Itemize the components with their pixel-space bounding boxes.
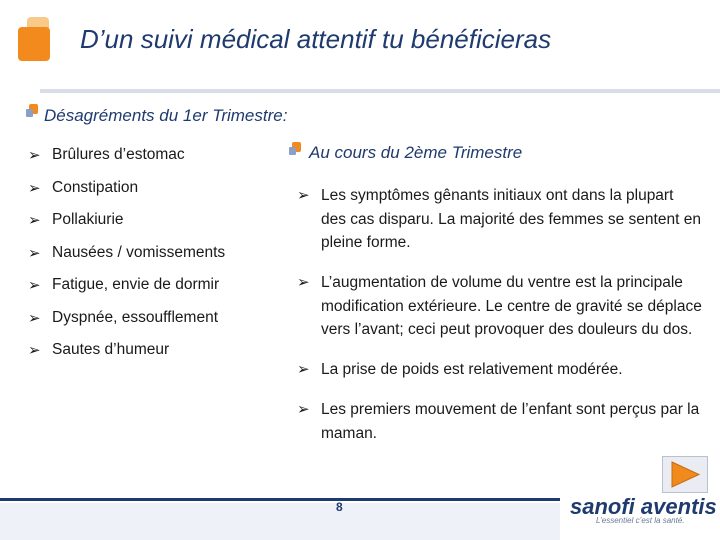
list-item: ➢ Brûlures d’estomac <box>28 146 185 164</box>
arrowhead-bullet-icon: ➢ <box>28 147 41 164</box>
list-item: ➢ Nausées / vomissements <box>28 243 226 262</box>
play-icon <box>663 457 707 492</box>
left-symptom-list <box>28 146 288 374</box>
list-item: ➢ Constipation <box>28 178 139 197</box>
next-slide-button[interactable] <box>662 456 708 493</box>
arrowhead-bullet-icon: ➢ <box>297 187 310 204</box>
arrowhead-bullet-icon: ➢ <box>297 401 310 418</box>
arrowhead-bullet-icon: ➢ <box>297 361 310 378</box>
sanofi-aventis-logo: sanofi aventis <box>570 494 717 519</box>
logo-tagline: L’essentiel c’est la santé. <box>596 516 685 525</box>
list-item: ➢ Pollakiurie <box>28 211 124 229</box>
page-title: D’un suivi médical attentif tu bénéficieras <box>80 24 552 54</box>
footer-bar <box>0 503 560 540</box>
arrowhead-bullet-icon: ➢ <box>28 277 41 294</box>
right-section-heading: Au cours du 2ème Trimestre <box>309 143 523 162</box>
arrowhead-bullet-icon: ➢ <box>28 212 41 229</box>
footer-divider <box>0 498 560 501</box>
page-number: 8 <box>336 500 343 514</box>
list-item: ➢ Les symptômes gênants initiaux ont dans la plupart des cas disparu. La majorité des femmes se sentent en pleine forme. <box>297 184 702 255</box>
list-item: ➢ Les premiers mouvement de l’enfant sont perçus par la maman. <box>297 398 702 445</box>
list-item: ➢ La prise de poids est relativement modérée. <box>297 358 702 382</box>
section-bullet-icon <box>26 104 37 117</box>
list-item: ➢ Dyspnée, essoufflement <box>28 308 219 327</box>
arrowhead-bullet-icon: ➢ <box>28 244 41 262</box>
arrowhead-bullet-icon: ➢ <box>28 309 41 327</box>
list-item: ➢ L’augmentation de volume du ventre est la principale modification extérieure. Le centre de gravité se déplace vers l’avant; ceci peut provoquer des douleurs du dos. <box>297 271 702 342</box>
arrowhead-bullet-icon: ➢ <box>28 179 41 197</box>
arrowhead-bullet-icon: ➢ <box>297 274 310 291</box>
right-info-list <box>297 184 702 462</box>
arrowhead-bullet-icon: ➢ <box>28 342 41 359</box>
list-item: ➢ Sautes d’humeur <box>28 341 170 359</box>
left-section-heading: Désagréments du 1er Trimestre: <box>44 106 288 125</box>
list-item: ➢ Fatigue, envie de dormir <box>28 276 220 294</box>
title-divider <box>40 89 720 93</box>
section-bullet-icon <box>289 142 300 155</box>
